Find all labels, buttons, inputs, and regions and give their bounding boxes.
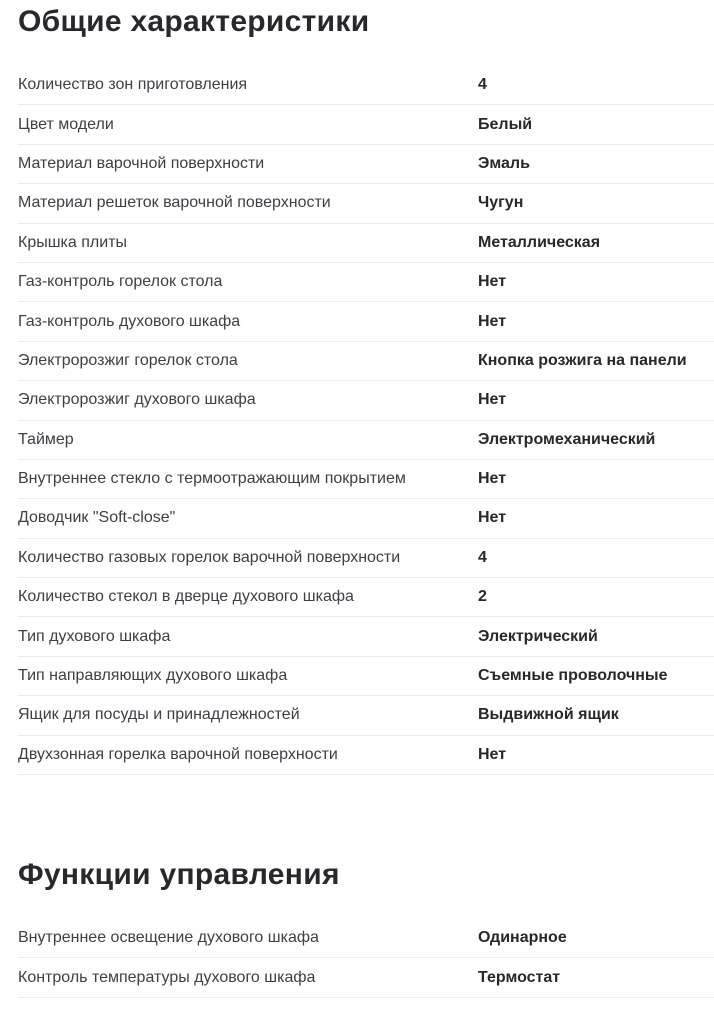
spec-label: Контроль температуры духового шкафа bbox=[18, 968, 316, 986]
spec-row bbox=[18, 421, 714, 460]
spec-label: Доводчик "Soft-close" bbox=[18, 509, 176, 527]
spec-value: Нет bbox=[478, 391, 507, 409]
spec-label: Двухзонная горелка варочной поверхности bbox=[18, 745, 338, 763]
spec-value: Выдвижной ящик bbox=[478, 706, 619, 724]
spec-label: Электророзжиг духового шкафа bbox=[18, 391, 256, 409]
spec-value: Чугун bbox=[478, 194, 524, 212]
spec-row bbox=[18, 224, 714, 263]
spec-label: Материал решеток варочной поверхности bbox=[18, 194, 331, 212]
spec-label: Газ-контроль горелок стола bbox=[18, 273, 223, 291]
spec-value: Нет bbox=[478, 470, 507, 488]
spec-row bbox=[18, 919, 714, 958]
spec-label: Электророзжиг горелок стола bbox=[18, 351, 238, 369]
section-title: Общие характеристики bbox=[18, 5, 370, 38]
spec-row bbox=[18, 105, 714, 144]
spec-value: 2 bbox=[478, 588, 487, 606]
spec-section bbox=[0, 6, 714, 775]
spec-value: 4 bbox=[478, 76, 487, 94]
spec-value: Нет bbox=[478, 273, 507, 291]
spec-value: Нет bbox=[478, 745, 507, 763]
spec-section bbox=[0, 859, 714, 998]
spec-row bbox=[18, 145, 714, 184]
spec-row bbox=[18, 460, 714, 499]
spec-value: Кнопка розжига на панели bbox=[478, 351, 687, 369]
spec-row bbox=[18, 381, 714, 420]
spec-rows bbox=[0, 66, 714, 775]
spec-row bbox=[18, 696, 714, 735]
spec-row bbox=[18, 66, 714, 105]
spec-value: Нет bbox=[478, 509, 507, 527]
spec-value: 4 bbox=[478, 548, 487, 566]
spec-value: Нет bbox=[478, 312, 507, 330]
spec-label: Крышка плиты bbox=[18, 233, 128, 251]
spec-row bbox=[18, 736, 714, 775]
spec-row bbox=[18, 617, 714, 656]
spec-label: Таймер bbox=[18, 430, 74, 448]
spec-label: Количество стекол в дверце духового шкафа bbox=[18, 588, 354, 606]
spec-value: Термостат bbox=[478, 968, 561, 986]
spec-row bbox=[18, 958, 714, 997]
spec-label: Тип направляющих духового шкафа bbox=[18, 667, 288, 685]
spec-row bbox=[18, 342, 714, 381]
spec-label: Внутреннее стекло с термоотражающим покрытием bbox=[18, 470, 406, 488]
spec-row bbox=[18, 578, 714, 617]
spec-value: Белый bbox=[478, 115, 533, 133]
spec-row bbox=[18, 657, 714, 696]
spec-value: Съемные проволочные bbox=[478, 667, 668, 685]
spec-value: Одинарное bbox=[478, 929, 567, 947]
spec-row bbox=[18, 184, 714, 223]
spec-label: Материал варочной поверхности bbox=[18, 154, 265, 172]
spec-label: Цвет модели bbox=[18, 115, 114, 133]
spec-row bbox=[18, 499, 714, 538]
spec-value: Металлическая bbox=[478, 233, 601, 251]
spec-row bbox=[18, 539, 714, 578]
spec-label: Количество газовых горелок варочной поверхности bbox=[18, 548, 401, 566]
spec-row bbox=[18, 263, 714, 302]
spec-label: Ящик для посуды и принадлежностей bbox=[18, 706, 300, 724]
spec-rows bbox=[0, 919, 714, 998]
section-title: Функции управления bbox=[18, 858, 340, 892]
spec-label: Газ-контроль духового шкафа bbox=[18, 312, 241, 330]
spec-value: Эмаль bbox=[478, 154, 530, 172]
spec-value: Электромеханический bbox=[478, 430, 656, 448]
spec-label: Количество зон приготовления bbox=[18, 76, 248, 94]
spec-label: Внутреннее освещение духового шкафа bbox=[18, 929, 319, 947]
spec-value: Электрический bbox=[478, 627, 598, 645]
spec-label: Тип духового шкафа bbox=[18, 627, 171, 645]
spec-row bbox=[18, 302, 714, 341]
